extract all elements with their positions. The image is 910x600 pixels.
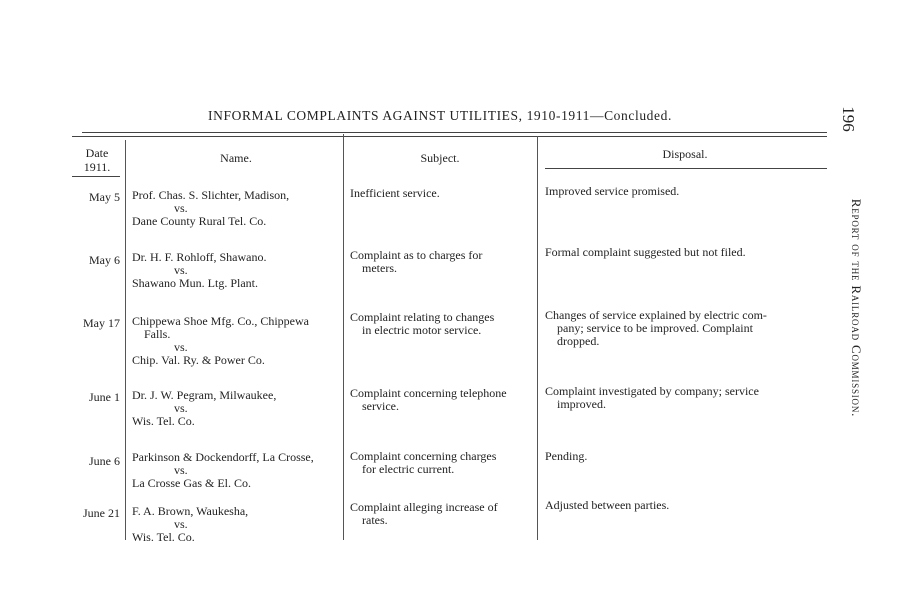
respondent: Chip. Val. Ry. & Power Co. — [132, 353, 265, 367]
column-header-date — [70, 146, 124, 174]
row-subject — [350, 187, 536, 200]
complainant: Dr. J. W. Pegram, Milwaukee, — [132, 388, 277, 402]
row-date: June 1 — [89, 390, 120, 404]
complainant-continued: Falls. — [144, 327, 171, 341]
row-date: May 6 — [89, 253, 120, 267]
subject-text: Complaint concerning telephone — [350, 386, 507, 400]
respondent: Wis. Tel. Co. — [132, 414, 195, 428]
subject-text: Complaint alleging increase of — [350, 500, 498, 514]
row-parties — [132, 505, 344, 544]
row-date: May 17 — [83, 316, 120, 330]
row-subject — [350, 387, 536, 413]
row-subject — [350, 311, 536, 337]
row-disposal — [545, 185, 825, 198]
row-parties — [132, 451, 344, 490]
versus: vs. — [174, 340, 188, 354]
subject-text: Complaint relating to changes — [350, 310, 495, 324]
disposal-text: Changes of service explained by electric com- — [545, 308, 767, 322]
versus: vs. — [174, 263, 188, 277]
column-header-disposal: Disposal. — [662, 147, 708, 161]
versus: vs. — [174, 463, 188, 477]
subject-text-continued: for electric current. — [362, 462, 455, 476]
row-parties — [132, 389, 344, 428]
subject-text: Complaint as to charges for — [350, 248, 483, 262]
column-divider — [537, 136, 538, 540]
row-subject — [350, 249, 536, 275]
row-date: June 21 — [83, 506, 120, 520]
disposal-text: Improved service promised. — [545, 184, 680, 198]
subject-text-continued: meters. — [362, 261, 397, 275]
disposal-text: Adjusted between parties. — [545, 498, 670, 512]
header-rule — [72, 176, 120, 177]
disposal-text: Pending. — [545, 449, 588, 463]
subject-text-continued: in electric motor service. — [362, 323, 482, 337]
disposal-text-continued: improved. — [557, 397, 606, 411]
row-date: May 5 — [89, 190, 120, 204]
row-parties — [132, 189, 344, 228]
complainant: Chippewa Shoe Mfg. Co., Chippewa — [132, 314, 309, 328]
top-rule-second — [72, 136, 827, 137]
respondent: Shawano Mun. Ltg. Plant. — [132, 276, 258, 290]
subject-text: Complaint concerning charges — [350, 449, 497, 463]
versus: vs. — [174, 517, 188, 531]
complainant: F. A. Brown, Waukesha, — [132, 504, 249, 518]
running-side-title: Report of the Railroad Commission. — [849, 198, 864, 418]
row-subject — [350, 501, 536, 527]
page-title: INFORMAL COMPLAINTS AGAINST UTILITIES, 1910-1911—Concluded. — [208, 108, 672, 123]
disposal-text: Complaint investigated by company; service — [545, 384, 759, 398]
date-header-year: 1911. — [83, 160, 111, 174]
column-header-name: Name. — [220, 151, 252, 165]
versus: vs. — [174, 201, 188, 215]
disposal-text: Formal complaint suggested but not filed. — [545, 245, 746, 259]
subject-text: Inefficient service. — [350, 186, 440, 200]
row-date: June 6 — [89, 454, 120, 468]
complainant: Dr. H. F. Rohloff, Shawano. — [132, 250, 267, 264]
date-header-line: Date — [85, 146, 109, 160]
row-disposal — [545, 450, 825, 463]
header-rule — [545, 168, 827, 169]
column-header-subject: Subject. — [420, 151, 460, 165]
page-number: 196 — [839, 106, 858, 132]
respondent: La Crosse Gas & El. Co. — [132, 476, 251, 490]
subject-text-continued: rates. — [362, 513, 388, 527]
row-subject — [350, 450, 536, 476]
top-rule — [82, 132, 827, 133]
disposal-text-continued: dropped. — [557, 334, 600, 348]
versus: vs. — [174, 401, 188, 415]
row-parties — [132, 251, 344, 290]
row-disposal — [545, 309, 825, 348]
row-parties — [132, 315, 344, 367]
complainant: Parkinson & Dockendorff, La Crosse, — [132, 450, 314, 464]
disposal-text-continued: pany; service to be improved. Complaint — [557, 321, 753, 335]
column-divider — [125, 140, 126, 540]
respondent: Dane County Rural Tel. Co. — [132, 214, 267, 228]
row-disposal — [545, 499, 825, 512]
row-disposal — [545, 385, 825, 411]
respondent: Wis. Tel. Co. — [132, 530, 195, 544]
row-disposal — [545, 246, 825, 259]
complainant: Prof. Chas. S. Slichter, Madison, — [132, 188, 290, 202]
subject-text-continued: service. — [362, 399, 399, 413]
